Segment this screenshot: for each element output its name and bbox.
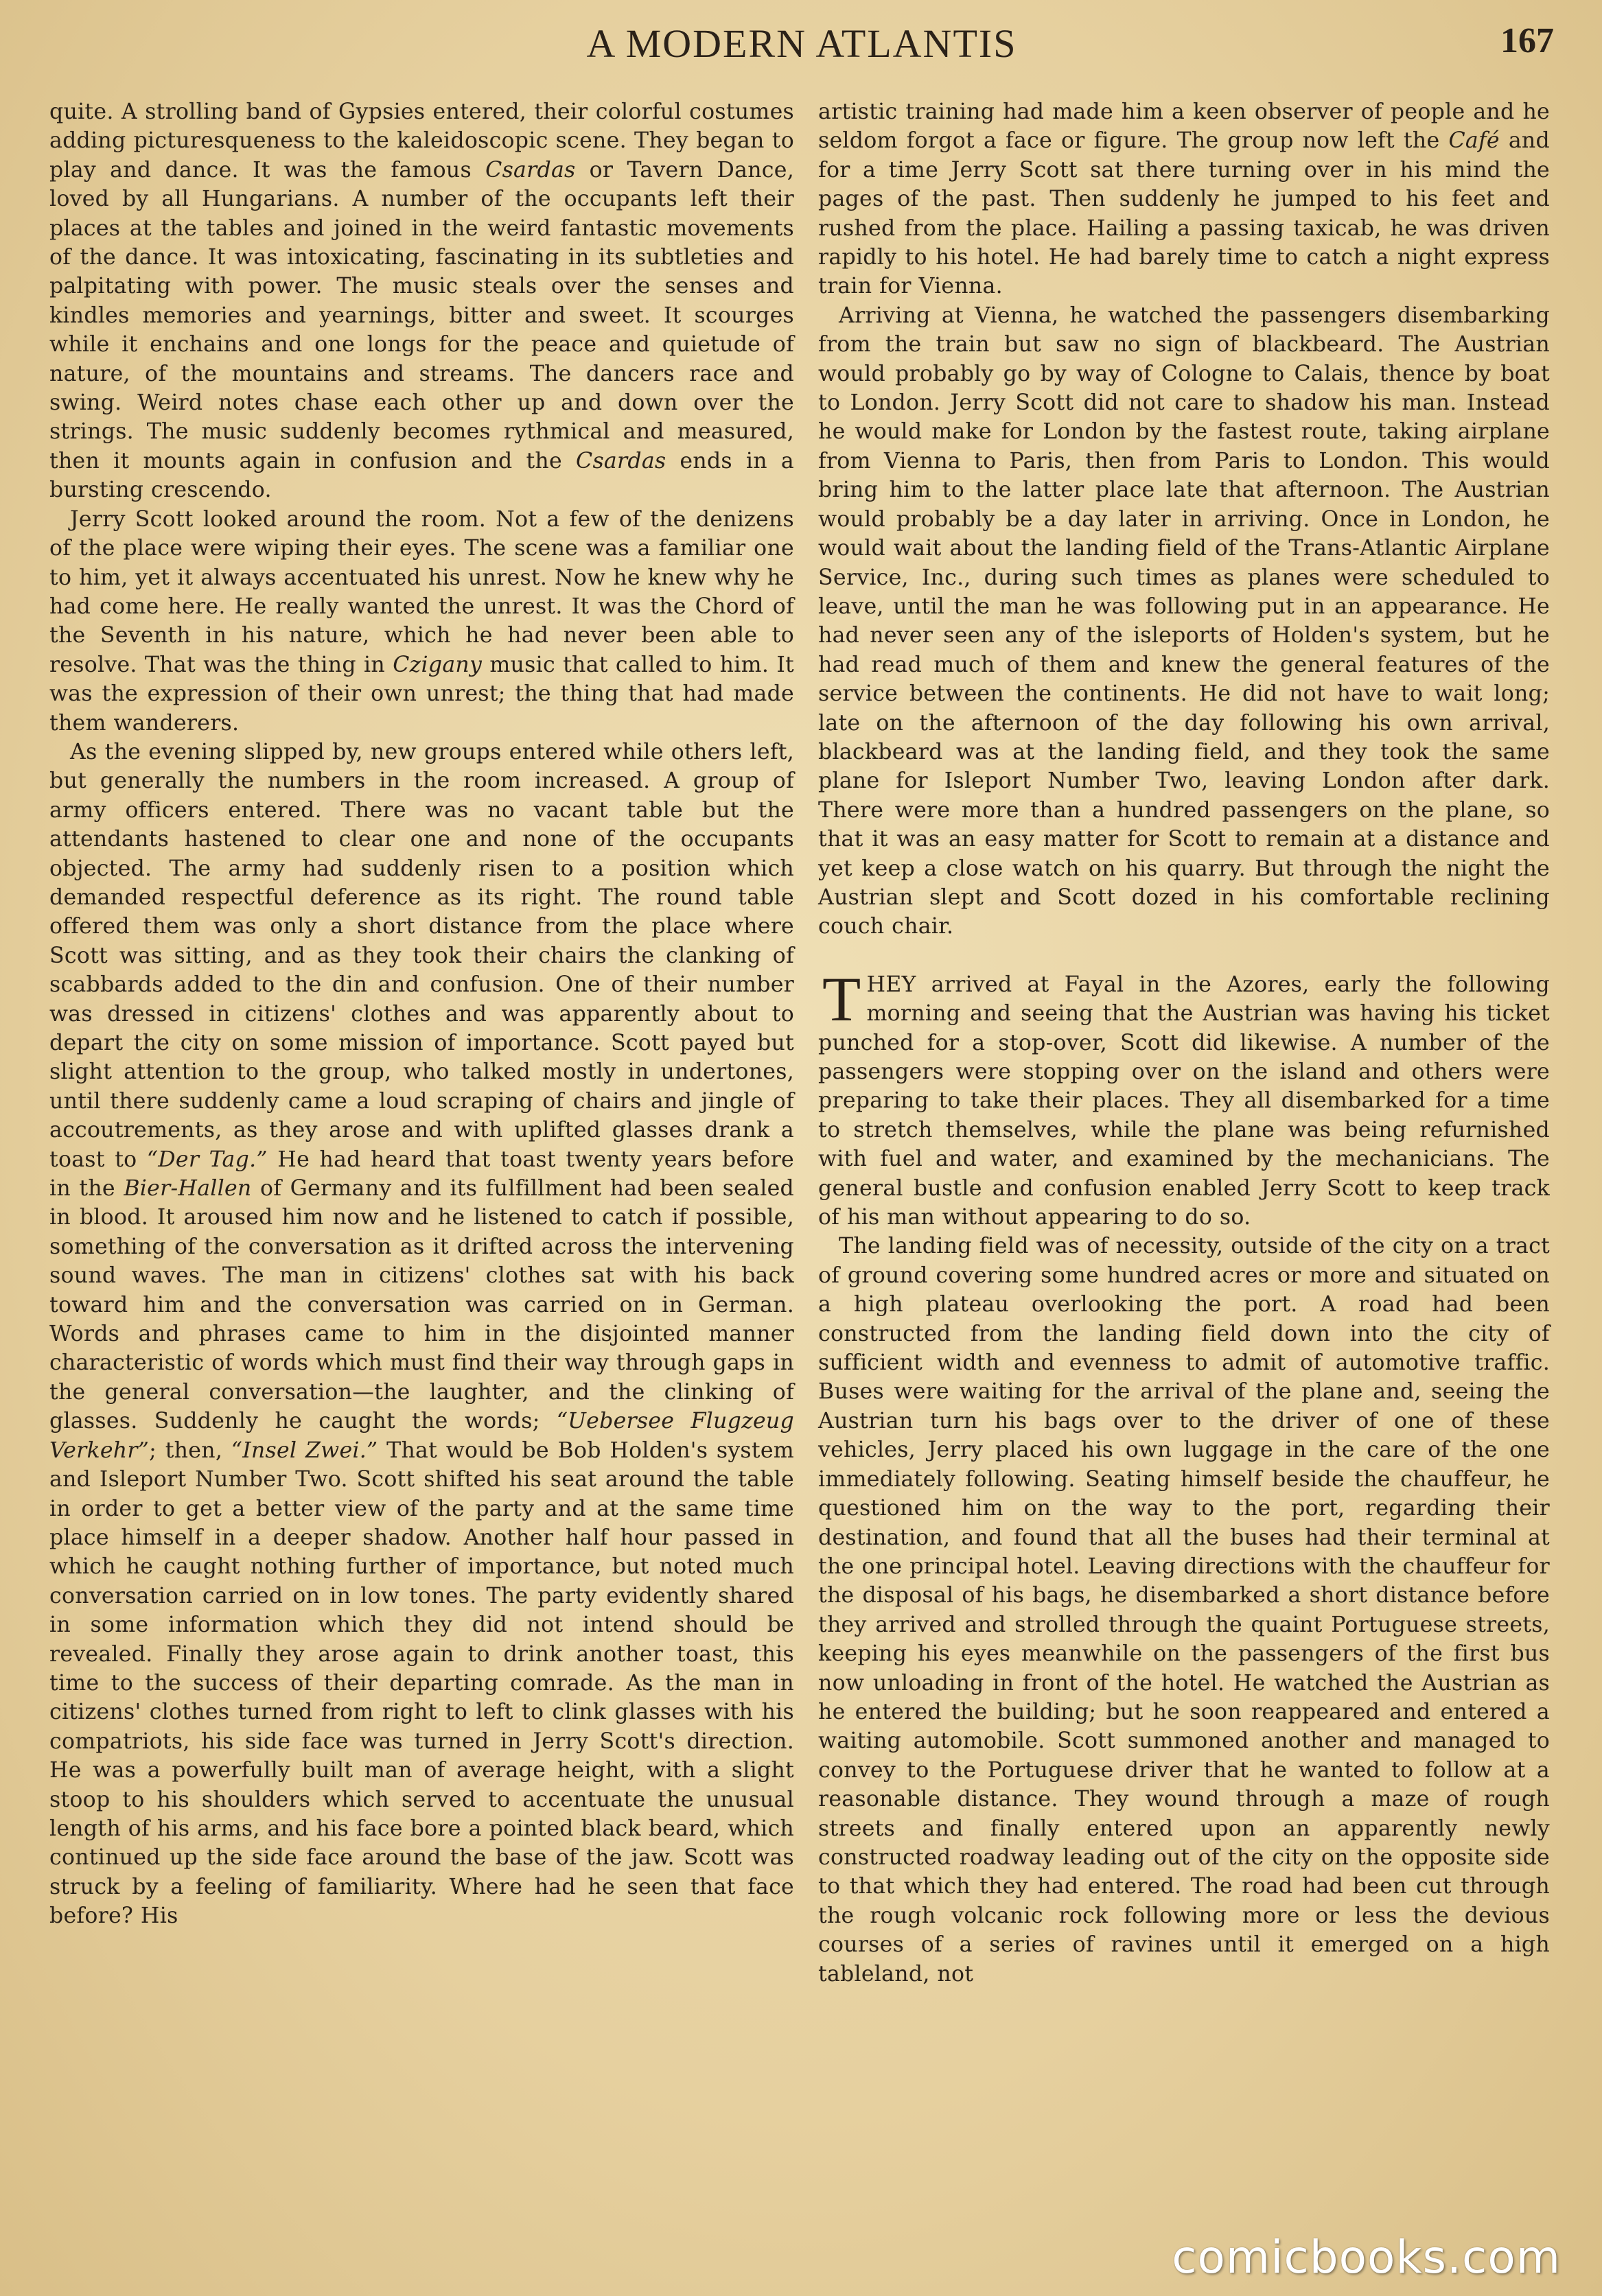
paragraph: As the evening slipped by, new groups entered while others left, but generally the numbers in the room increased. A group of army officers entered. There was no vacant table but the attendants hastened to clear one and none of the occupants objected. The army had suddenly risen to a position which demanded respectful deference as its right. The round table offered them was only a short distance from the place where Scott was sitting, and as they took their chairs the clanking of scabbards added to the din and confusion. One of their number was dressed in citizens' clothes and was apparently about to depart the city on some mission of importance. Scott payed but slight attention to the group, who talked mostly in undertones, until there suddenly came a loud scraping of chairs and jingle of accoutrements, as they arose and with uplifted glasses drank a toast to “Der Tag.” He had heard that toast twenty years before in the Bier-Hallen of Germany and its fulfillment had been sealed in blood. It aroused him now and he listened to catch if possible, something of the conversation as it drifted across the intervening sound waves. The man in citizens' clothes sat with his back toward him and the conversation was carried on in German. Words and phrases came to him in the disjointed manner characteristic of words which must find their way through gaps in the general conversation—the laughter, and the clinking of glasses. Suddenly he caught the words; “Uebersee Flugzeug Verkehr”; then, “Insel Zwei.” That would be Bob Holden's system and Isleport Number Two. Scott shifted his seat around the table in order to get a better view of the party and at the same time place himself in a deeper shadow. Another half hour passed in which he caught nothing further of importance, but noted much conversation carried on in low tones. The party evidently shared in some information which they did not intend should be revealed. Finally they arose again to drink another toast, this time to the success of their departing comrade. As the man in citizens' clothes turned from right to left to clink glasses with his compatriots, his side face was turned in Jerry Scott's direction. He was a powerfully built man of average height, with a slight stoop to his shoulders which served to accentuate the unusual length of his arms, and his face bore a pointed black beard, which continued up the side face around the base of the jaw. Scott was struck by a feeling of familiarity. Where had he seen that face before? His [49, 739, 794, 1929]
page-header [49, 21, 1554, 75]
page-number: 167 [1500, 21, 1554, 60]
drop-cap: T [822, 963, 861, 1034]
section-break [818, 941, 1550, 970]
running-title: A MODERN ATLANTIS [586, 21, 1017, 66]
paragraph: quite. A strolling band of Gypsies entered, their colorful costumes adding picturesqueness to the kaleidoscopic scene. They began to play and dance. It was the famous Csardas or Tavern Dance, loved by all Hungarians. A number of the occupants left their places at the tables and joined in the weird fantastic movements of the dance. It was intoxicating, fascinating in its subtleties and palpitating with power. The music steals over the senses and kindles memories and yearnings, bitter and sweet. It scourges while it enchains and one longs for the peace and quietude of nature, of the mountains and streams. The dancers race and swing. Weird notes chase each other up and down over the strings. The music suddenly becomes rythmical and measured, then it mounts again in confusion and the Csardas ends in a bursting crescendo. [49, 99, 795, 503]
paragraph: Jerry Scott looked around the room. Not a few of the denizens of the place were wiping their eyes. The scene was a familiar one to him, yet it always accentuated his unrest. Now he knew why he had come here. He really wanted the unrest. It was the Chord of the Seventh in his nature, which he had never been able to resolve. That was the thing in Czigany music that called to him. It was the expression of their own unrest; the thing that had made them wanderers. [49, 506, 795, 736]
paragraph: THEY arrived at Fayal in the Azores, early the following morning and seeing that the Austrian was having his ticket punched for a stop-over, Scott did likewise. A number of the passengers were stopping over on the island and others were preparing to take their places. They all disembarked for a time to stretch themselves, while the plane was being refurnished with fuel and water, and examined by the mechanicians. The general bustle and confusion enabled Jerry Scott to keep track of his man without appearing to do so. [818, 963, 1550, 1230]
watermark: comicbooks.com [1172, 2231, 1561, 2284]
right-column [818, 97, 1550, 1989]
paragraph: The landing field was of necessity, outside of the city on a tract of ground covering some hundred acres or more and situated on a high plateau overlooking the port. A road had been constructed from the landing field down into the city of sufficient width and evenness to admit of automotive traffic. Buses were waiting for the arrival of the plane and, seeing the Austrian turn his bags over to the driver of one of these vehicles, Jerry placed his own luggage in the care of the one immediately following. Seating himself beside the chauffeur, he questioned him on the way to the port, regarding their destination, and found that all the buses had their terminal at the one principal hotel. Leaving directions with the chauffeur for the disposal of his bags, he disembarked a short distance before they arrived and strolled through the quaint Portuguese streets, keeping his eyes meanwhile on the passengers of the first bus now unloading in front of the hotel. He watched the Austrian as he entered the building; but he soon reappeared and entered a waiting automobile. Scott summoned another and managed to convey to the Portuguese driver that he wanted to follow at a reasonable distance. They wound through a maze of rough streets and finally entered upon an apparently newly constructed roadway leading out of the city on the opposite side to that which they had entered. The road had been cut through the rough volcanic rock following more or less the devious courses of a series of ravines until it emerged on a high tableland, not [818, 1234, 1550, 1987]
paragraph: Arriving at Vienna, he watched the passengers disembarking from the train but saw no sign of blackbeard. The Austrian would probably go by way of Cologne to Calais, thence by boat to London. Jerry Scott did not care to shadow his man. Instead he would make for London by the fastest route, taking airplane from Vienna to Paris, then from Paris to London. This would bring him to the latter place late that afternoon. The Austrian would probably be a day later in arriving. Once in London, he would wait about the landing field of the Trans-Atlantic Airplane Service, Inc., during such times as planes were scheduled to leave, until the man he was following put in an appearance. He had never seen any of the isleports of Holden's system, but he had read much of them and knew the general features of the service between the continents. He did not have to wait long; late on the afternoon of the day following his own arrival, blackbeard was at the landing field, and they took the same plane for Isleport Number Two, leaving London after dark. There were more than a hundred passengers on the plane, so that it was an easy matter for Scott to remain at a distance and yet keep a close watch on his quarry. But through the night the Austrian slept and Scott dozed in his comfortable reclining couch chair. [818, 303, 1550, 939]
left-column [49, 97, 794, 1931]
paragraph: artistic training had made him a keen observer of people and he seldom forgot a face or figure. The group now left the Café and for a time Jerry Scott sat there turning over in his mind the pages of the past. Then suddenly he jumped to his feet and rushed from the place. Hailing a passing taxicab, he was driven rapidly to his hotel. He had barely time to catch a night express train for Vienna. [818, 99, 1550, 299]
